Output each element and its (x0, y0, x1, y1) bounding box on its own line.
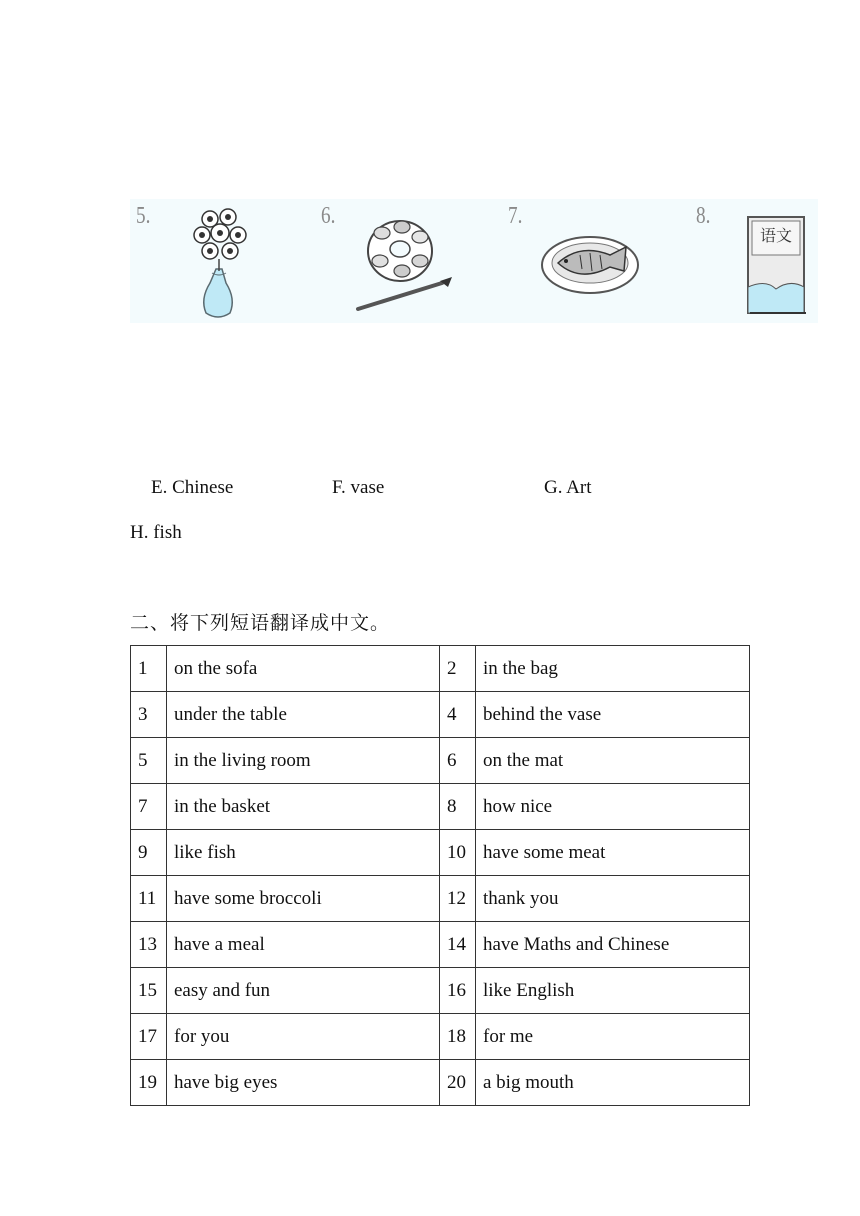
phrase-cell: thank you (476, 876, 750, 922)
phrase-table (130, 645, 750, 1106)
phrase-cell: how nice (476, 784, 750, 830)
phrase-cell: a big mouth (476, 1060, 750, 1106)
item-number: 14 (440, 922, 476, 968)
item-number: 15 (131, 968, 167, 1014)
item-number: 19 (131, 1060, 167, 1106)
phrase-cell: have big eyes (167, 1060, 440, 1106)
item-number: 7 (131, 784, 167, 830)
picture-number-6: 6. (321, 203, 336, 229)
table-row (131, 646, 750, 692)
phrase-cell: behind the vase (476, 692, 750, 738)
item-number: 12 (440, 876, 476, 922)
table-row (131, 692, 750, 738)
item-number: 8 (440, 784, 476, 830)
table-row (131, 876, 750, 922)
phrase-cell: in the living room (167, 738, 440, 784)
picture-number-7: 7. (508, 203, 523, 229)
chinese-book-illustration (748, 217, 806, 313)
phrase-cell: on the mat (476, 738, 750, 784)
table-row (131, 1060, 750, 1106)
picture-strip (130, 199, 818, 323)
option-g: G. Art (544, 477, 592, 498)
vase-illustration (194, 209, 246, 317)
item-number: 1 (131, 646, 167, 692)
item-number: 5 (131, 738, 167, 784)
option-f: F. vase (332, 477, 385, 498)
table-row (131, 830, 750, 876)
phrase-cell: have a meal (167, 922, 440, 968)
item-number: 2 (440, 646, 476, 692)
art-palette-illustration (358, 221, 452, 309)
section-title: 二、将下列短语翻译成中文。 (130, 612, 391, 634)
phrase-cell: in the basket (167, 784, 440, 830)
table-row (131, 784, 750, 830)
picture-strip-illustrations (130, 199, 818, 323)
item-number: 10 (440, 830, 476, 876)
phrase-cell: for you (167, 1014, 440, 1060)
table-row (131, 968, 750, 1014)
option-h: H. fish (130, 522, 182, 543)
phrase-cell: for me (476, 1014, 750, 1060)
item-number: 13 (131, 922, 167, 968)
phrase-cell: in the bag (476, 646, 750, 692)
phrase-cell: on the sofa (167, 646, 440, 692)
phrase-cell: easy and fun (167, 968, 440, 1014)
item-number: 16 (440, 968, 476, 1014)
phrase-cell: like fish (167, 830, 440, 876)
item-number: 3 (131, 692, 167, 738)
picture-number-8: 8. (696, 203, 711, 229)
table-row (131, 922, 750, 968)
picture-number-5: 5. (136, 203, 151, 229)
table-row (131, 1014, 750, 1060)
item-number: 11 (131, 876, 167, 922)
phrase-cell: have some broccoli (167, 876, 440, 922)
phrase-cell: have Maths and Chinese (476, 922, 750, 968)
phrase-cell: like English (476, 968, 750, 1014)
item-number: 20 (440, 1060, 476, 1106)
phrase-cell: under the table (167, 692, 440, 738)
item-number: 9 (131, 830, 167, 876)
item-number: 17 (131, 1014, 167, 1060)
fish-plate-illustration (542, 237, 638, 293)
item-number: 18 (440, 1014, 476, 1060)
phrase-cell: have some meat (476, 830, 750, 876)
option-e: E. Chinese (151, 477, 234, 498)
table-row (131, 738, 750, 784)
book-cover-title: 语文 (759, 226, 793, 245)
item-number: 4 (440, 692, 476, 738)
item-number: 6 (440, 738, 476, 784)
